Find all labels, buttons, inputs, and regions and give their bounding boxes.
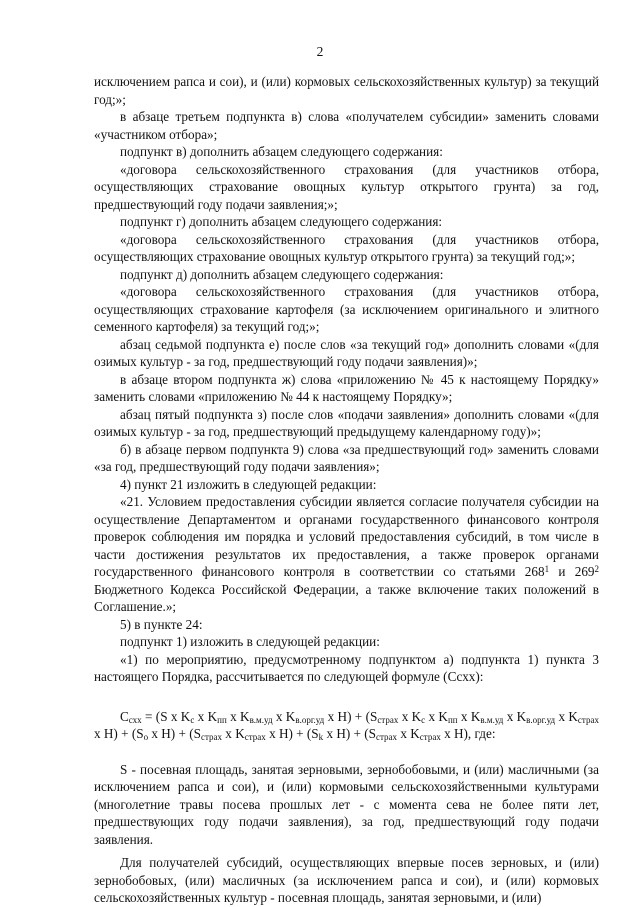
article-269-superscript: 2 (594, 564, 600, 574)
paragraph-16: подпункт 1) изложить в следующей редакции: (120, 634, 380, 649)
paragraph-3: подпункт в) дополнить абзацем следующего содержания: (120, 144, 443, 159)
paragraph-19: S - посевная площадь, занятая зерновыми, зернобобовыми, и (или) масличными (за исключением рапса и сои), и (или) кормовыми сельскохозяйственными культурами (многолетние травы посева прошлых лет - с момента сева не более пяти лет, предшествующих году подачи заявления), за год, предшествующий году подачи заявления. (94, 761, 599, 847)
paragraph-20: Для получателей субсидий, осуществляющих впервые посев зерновых, и (или) зернобобовых, (или) масличных (за исключением рапса и сои), и (или) кормовых сельскохозяйственных культур - посевная площадь, занятая зерновыми, и (или) (94, 855, 599, 905)
paragraph-4: «договора сельскохозяйственного страхования (для участников отбора, осуществляющих страхование овощных культур открытого грунта) за год, предшествующий году подачи заявления;»; (94, 161, 599, 212)
page-number: 2 (316, 44, 324, 59)
article-268-superscript: 1 (544, 564, 550, 574)
paragraph-8: «договора сельскохозяйственного страхования (для участников отбора, осуществляющих страхование картофеля (за исключением оригинального и элитного семенного картофеля) за текущий год;»; (94, 284, 599, 334)
paragraph-point-21 (94, 493, 599, 616)
paragraph-17: «1) по мероприятию, предусмотренному подпунктом а) подпункта 1) пункта 3 настоящего Порядка, рассчитывается по следующей формуле (Ссхх): (94, 651, 599, 684)
paragraph-13: 4) пункт 21 изложить в следующей редакции: (120, 476, 377, 492)
paragraph-6: «договора сельскохозяйственного страхования (для участников отбора, осуществляющих страхование овощных культур открытого грунта) за текущий год;»; (94, 231, 599, 264)
formula: $С_{схх} = (S$ x $K_c$ x $K_{пп}$ x $K_{в.м.уд}$ x $K_{в.орг.уд}$ x $Н) + (S_{страх}$ x $K_c$ x $K_{пп}$ x $K_{в.м.уд}$ x $K_{в.орг.уд}$ x $K_{страх}$ x $Н) + (S_о$ x $Н) + (S_{страх}$ x $K_{страх}$ x $Н) + (S_k$ x $Н) + (S_{страх}$ x $K_{страх}$ x Н), где: (94, 708, 599, 742)
paragraph-1: исключением рапса и сои), и (или) кормовых сельскохозяйственных культур) за текущий год;»; (94, 74, 599, 107)
paragraph-11: абзац пятый подпункта з) после слов «подачи заявления» дополнить словами «(для озимых культур - за год, предшествующий предыдущему календарному году)»; (94, 406, 599, 439)
paragraph-10: в абзаце втором подпункта ж) слова «приложению № 45 к настоящему Порядку» заменить словами «приложению № 44 к настоящему Порядку»; (94, 371, 599, 404)
document-body (94, 73, 599, 907)
point-21-text-2: и 269 (549, 564, 595, 579)
paragraph-5: подпункт г) дополнить абзацем следующего содержания: (120, 214, 443, 229)
paragraph-15: 5) в пункте 24: (120, 616, 203, 632)
point-21-text-3: Бюджетного Кодекса Российской Федерации, а также включение таких положений в Соглашение.»; (94, 581, 599, 614)
point-21-text-1: «21. Условием предоставления субсидии является согласие получателя субсидии на осуществление Департаментом и органами государственного финансового контроля проверок соблюдения им порядка и условий предоставления субсидий, в том числе в части достижения результатов их предоставления, а также проверок органами государственного финансового контроля в соответствии со статьями 268 (94, 494, 599, 579)
paragraph-2: в абзаце третьем подпункта в) слова «получателем субсидии» заменить словами «участником отбора»; (94, 109, 599, 142)
paragraph-7: подпункт д) дополнить абзацем следующего содержания: (120, 266, 444, 282)
paragraph-12: б) в абзаце первом подпункта 9) слова «за предшествующий год» заменить словами «за год, предшествующий году подачи заявления»; (94, 441, 599, 474)
paragraph-9: абзац седьмой подпункта е) после слов «за текущий год» дополнить словами «(для озимых культур - за год, предшествующий году подачи заявления)»; (94, 336, 599, 369)
